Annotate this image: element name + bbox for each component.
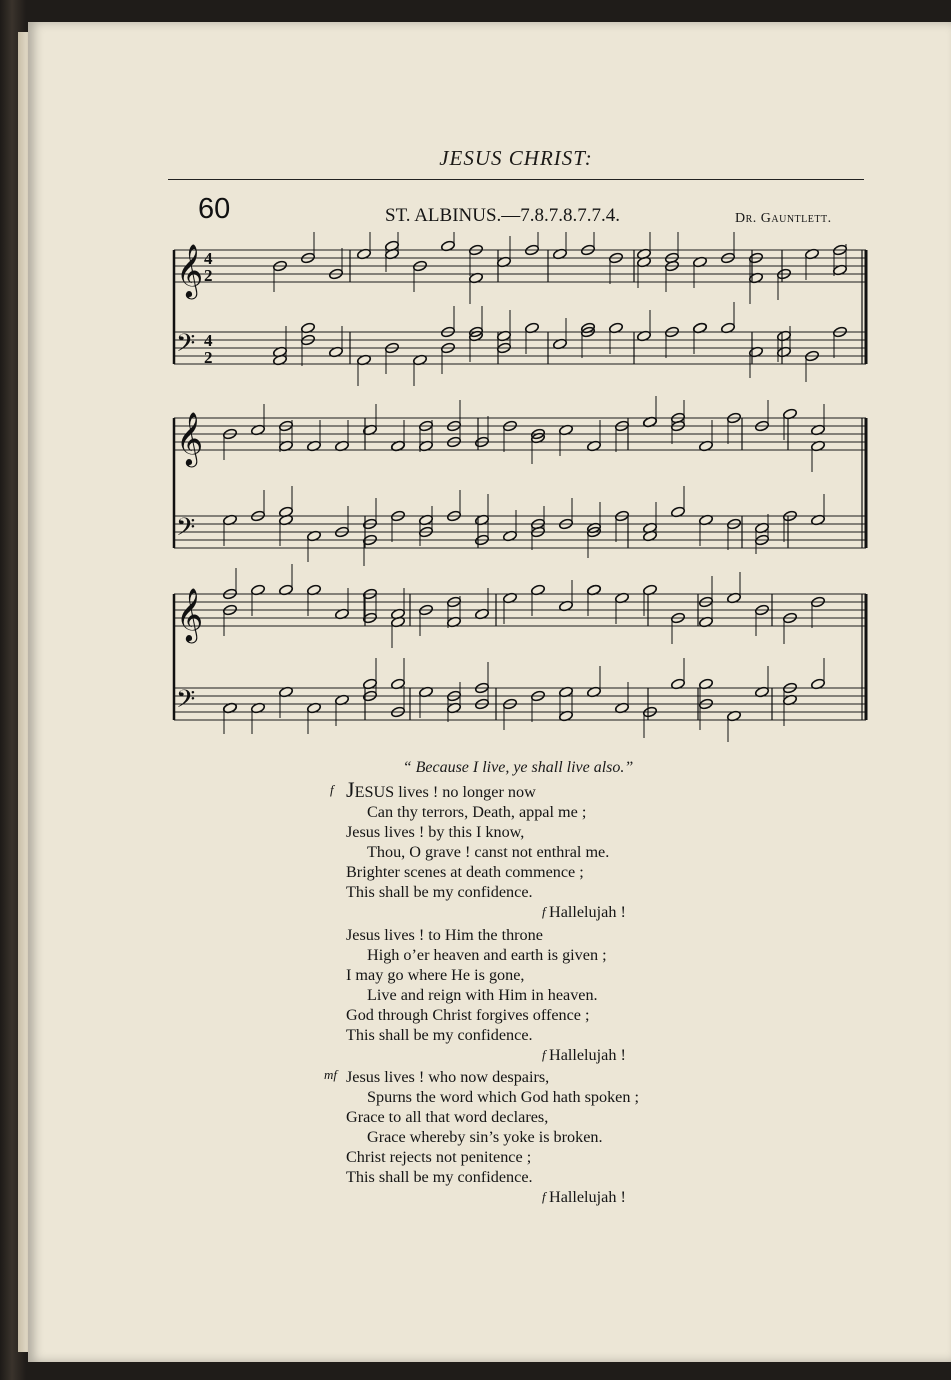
- drop-cap: J: [346, 777, 355, 802]
- verse-line: JESUS lives ! no longer now: [346, 777, 536, 802]
- refrain-line: f Hallelujah !: [542, 903, 626, 921]
- verse-line: Live and reign with Him in heaven.: [367, 986, 598, 1004]
- treble-clef: 𝄞: [176, 411, 204, 465]
- verse-line: God through Christ forgives offence ;: [346, 1006, 590, 1024]
- verse-line: This shall be my confidence.: [346, 1168, 533, 1186]
- bass-clef: 𝄢: [176, 685, 196, 720]
- verse-line: Grace whereby sin’s yoke is broken.: [367, 1128, 603, 1146]
- stanza-1: [330, 777, 746, 922]
- verse-line: Can thy terrors, Death, appal me ;: [367, 803, 587, 821]
- treble-clef: 𝄞: [176, 587, 204, 641]
- verse-line: Jesus lives ! who now despairs,: [346, 1068, 550, 1086]
- stanza-2: [346, 925, 746, 1065]
- verse-line: Grace to all that word declares,: [346, 1108, 549, 1126]
- verse-line: I may go where He is gone,: [346, 966, 525, 984]
- verse-line: Spurns the word which God hath spoken ;: [367, 1088, 640, 1106]
- refrain-line: f Hallelujah !: [542, 1046, 626, 1064]
- epigraph: “ Because I live, ye shall live also.”: [402, 759, 634, 776]
- dynamic-mark: f: [330, 782, 334, 797]
- stanza-3: [324, 1067, 746, 1207]
- refrain-line: f Hallelujah !: [542, 1188, 626, 1206]
- tune-name: ST. ALBINUS.—7.8.7.8.7.7.4.: [385, 205, 621, 226]
- bass-clef: 𝄢: [176, 329, 196, 364]
- time-signature: 4: [204, 331, 213, 350]
- verse-line: High o’er heaven and earth is given ;: [367, 946, 607, 964]
- verse-line: This shall be my confidence.: [346, 1026, 533, 1044]
- time-signature: 2: [204, 348, 213, 367]
- header-rule: [168, 179, 864, 180]
- time-signature: 4: [204, 249, 213, 268]
- music-score: [160, 232, 872, 747]
- running-head: JESUS CHRIST:: [439, 146, 593, 170]
- verse-line: Thou, O grave ! canst not enthral me.: [367, 843, 610, 861]
- bass-clef: 𝄢: [176, 513, 196, 548]
- hymn-number: 60: [198, 193, 231, 225]
- verse-line: Jesus lives ! to Him the throne: [346, 926, 543, 944]
- verse-line: Brighter scenes at death commence ;: [346, 863, 584, 881]
- treble-clef: 𝄞: [176, 243, 204, 297]
- dynamic-mark: mf: [324, 1067, 337, 1082]
- verse-line: Christ rejects not penitence ;: [346, 1148, 532, 1166]
- verse-line: Jesus lives ! by this I know,: [346, 823, 525, 841]
- verse-line: This shall be my confidence.: [346, 883, 533, 901]
- composer: Dr. Gauntlett.: [735, 211, 832, 226]
- time-signature: 2: [204, 266, 213, 285]
